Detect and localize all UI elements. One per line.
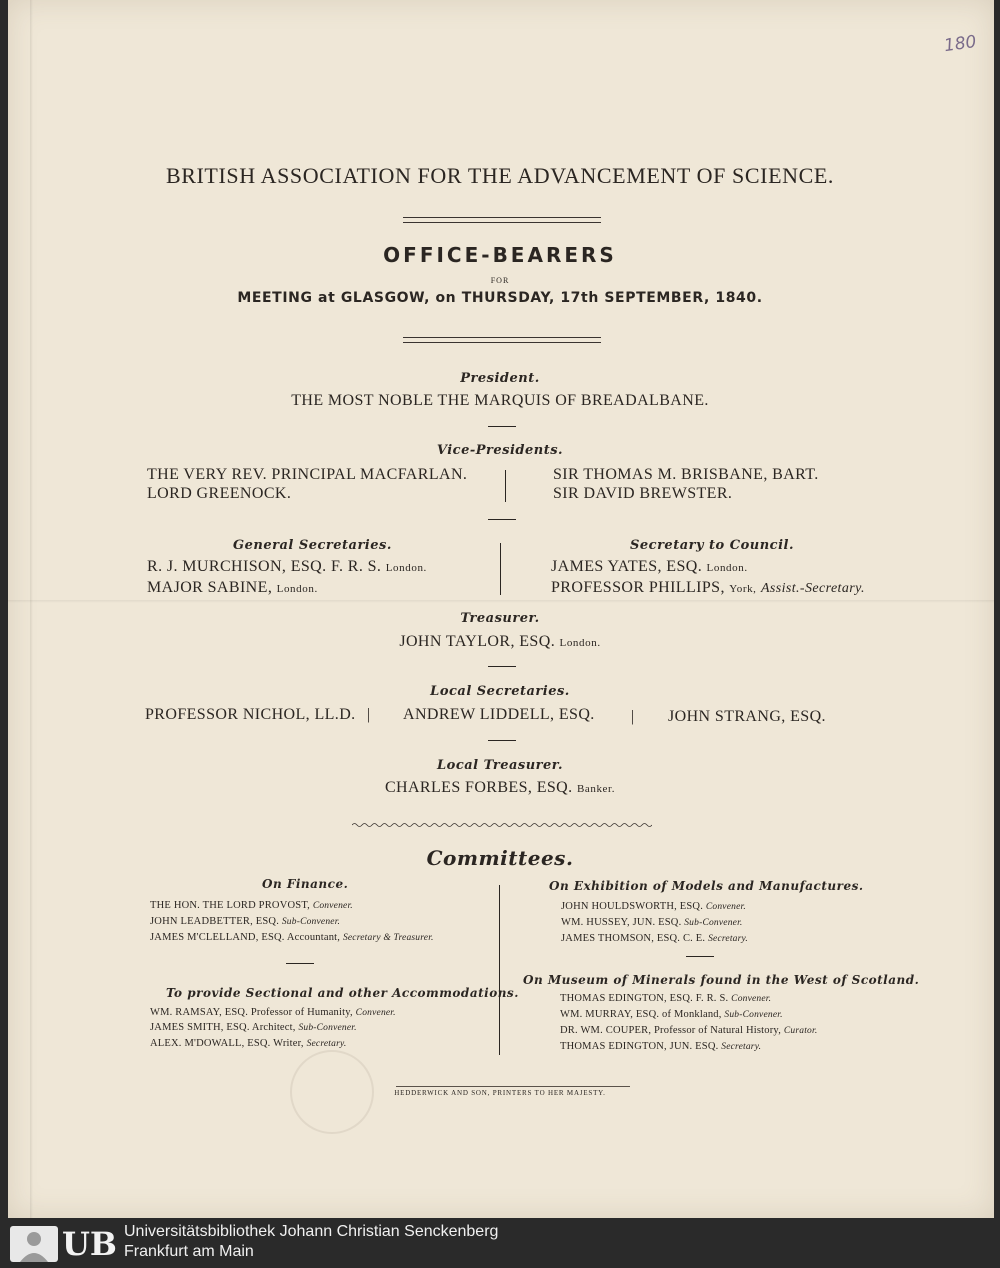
- sectional-member-1-role: Convener.: [355, 1008, 396, 1018]
- council-secretary-2: [551, 579, 865, 597]
- separator-dash: [488, 666, 516, 667]
- finance-member-1: [150, 900, 353, 911]
- local-secretaries-heading: Local Secretaries.: [430, 684, 570, 699]
- column-divider: [505, 470, 506, 502]
- treasurer-name: JOHN TAYLOR, ESQ.: [399, 633, 556, 650]
- double-rule: [403, 337, 601, 343]
- exhibition-member-1: [561, 901, 746, 912]
- finance-member-1-name: THE HON. THE LORD PROVOST,: [150, 900, 310, 911]
- finance-member-2-name: JOHN LEADBETTER, ESQ.: [150, 916, 280, 927]
- column-divider: [500, 543, 501, 595]
- fold-line-horizontal: [8, 600, 994, 603]
- local-secretary-separator: |: [631, 708, 635, 725]
- printer-rule: [396, 1086, 630, 1087]
- vice-presidents-heading: Vice-Presidents.: [436, 443, 564, 458]
- finance-member-3: [150, 932, 434, 943]
- sectional-member-2-role: Sub-Convener.: [298, 1023, 357, 1033]
- library-footer: [0, 1218, 1000, 1268]
- sectional-member-3-role: Secretary.: [306, 1039, 347, 1049]
- local-treasurer-line: [0, 779, 1000, 797]
- sectional-member-2-name: JAMES SMITH, ESQ. Architect,: [150, 1022, 296, 1033]
- museum-heading: On Museum of Minerals found in the West of Scotland.: [523, 973, 920, 987]
- wavy-rule: [352, 822, 652, 828]
- sectional-member-3-name: ALEX. M'DOWALL, ESQ. Writer,: [150, 1038, 304, 1049]
- museum-member-4: [560, 1041, 761, 1052]
- general-secretary-2: [147, 579, 318, 597]
- library-stamp: [290, 1050, 374, 1134]
- council-secretary-1-place: London.: [706, 562, 748, 574]
- treasurer-place: London.: [559, 637, 601, 649]
- council-secretary-2-role: Assist.-Secretary.: [760, 581, 865, 596]
- office-bearers-heading: OFFICE-BEARERS: [383, 243, 617, 267]
- sectional-member-1-name: WM. RAMSAY, ESQ. Professor of Humanity,: [150, 1007, 353, 1018]
- finance-member-2-role: Sub-Convener.: [281, 917, 341, 927]
- museum-member-1-role: Convener.: [731, 994, 772, 1004]
- logo-ub-text: UB: [62, 1225, 117, 1263]
- vice-president-right-2: SIR DAVID BREWSTER.: [553, 485, 733, 502]
- vice-president-left-2: LORD GREENOCK.: [147, 485, 292, 502]
- exhibition-heading: On Exhibition of Models and Manufactures.: [549, 879, 864, 893]
- finance-member-3-name: JAMES M'CLELLAND, ESQ. Accountant,: [150, 932, 341, 943]
- library-name: Universitätsbibliothek Johann Christian Senckenberg: [124, 1223, 499, 1240]
- folio-number: 180: [942, 31, 978, 57]
- council-secretary-2-place: York,: [729, 583, 757, 595]
- library-location: Frankfurt am Main: [124, 1243, 254, 1260]
- vice-president-left-1: THE VERY REV. PRINCIPAL MACFARLAN.: [147, 466, 468, 483]
- council-secretary-1-name: JAMES YATES, ESQ.: [551, 558, 703, 575]
- museum-member-3-role: Curator.: [783, 1026, 818, 1036]
- finance-member-3-role: Secretary & Treasurer.: [342, 933, 434, 943]
- double-rule: [403, 217, 601, 223]
- sectional-member-1: [150, 1007, 396, 1018]
- general-secretary-2-name: MAJOR SABINE,: [147, 579, 273, 596]
- general-secretary-1: [147, 558, 427, 576]
- general-secretary-1-place: London.: [385, 562, 427, 574]
- museum-member-1: [560, 993, 771, 1004]
- president-name: THE MOST NOBLE THE MARQUIS OF BREADALBANE.: [291, 392, 709, 409]
- local-secretary-1: PROFESSOR NICHOL, LL.D.: [145, 706, 356, 723]
- general-secretaries-heading: General Secretaries.: [233, 538, 392, 553]
- printer-imprint: HEDDERWICK AND SON, PRINTERS TO HER MAJESTY.: [394, 1089, 606, 1097]
- museum-member-2-name: WM. MURRAY, ESQ. of Monkland,: [560, 1009, 722, 1020]
- for-label: FOR: [490, 276, 510, 285]
- museum-member-4-name: THOMAS EDINGTON, JUN. ESQ.: [560, 1041, 719, 1052]
- local-treasurer-heading: Local Treasurer.: [437, 758, 563, 773]
- portrait-icon: [10, 1226, 58, 1262]
- council-secretary-2-name: PROFESSOR PHILLIPS,: [551, 579, 725, 596]
- local-secretary-separator: |: [367, 706, 371, 723]
- local-secretary-3: JOHN STRANG, ESQ.: [668, 708, 826, 725]
- general-secretary-2-place: London.: [276, 583, 318, 595]
- museum-member-2-role: Sub-Convener.: [724, 1010, 783, 1020]
- exhibition-member-3-role: Secretary.: [708, 934, 748, 944]
- museum-member-4-role: Secretary.: [721, 1042, 762, 1052]
- finance-heading: On Finance.: [262, 877, 349, 891]
- museum-member-1-name: THOMAS EDINGTON, ESQ. F. R. S.: [560, 993, 729, 1004]
- column-divider: [499, 885, 500, 1055]
- meeting-line: MEETING at GLASGOW, on THURSDAY, 17th SEPTEMBER, 1840.: [237, 290, 763, 306]
- separator-dash: [286, 963, 314, 964]
- secretary-council-heading: Secretary to Council.: [630, 538, 794, 553]
- finance-member-1-role: Convener.: [312, 901, 353, 911]
- sectional-member-2: [150, 1022, 357, 1033]
- separator-dash: [488, 519, 516, 520]
- exhibition-member-2-name: WM. HUSSEY, JUN. ESQ.: [561, 917, 682, 928]
- local-treasurer-role: Banker.: [576, 783, 616, 795]
- sectional-member-3: [150, 1038, 346, 1049]
- exhibition-member-3: [561, 933, 748, 944]
- vice-president-right-1: SIR THOMAS M. BRISBANE, BART.: [553, 466, 819, 483]
- finance-member-2: [150, 916, 340, 927]
- exhibition-member-1-role: Convener.: [705, 902, 746, 912]
- exhibition-member-2-role: Sub-Convener.: [684, 918, 743, 928]
- exhibition-member-3-name: JAMES THOMSON, ESQ. C. E.: [561, 933, 706, 944]
- sectional-heading: To provide Sectional and other Accommodations.: [166, 986, 519, 1000]
- treasurer-heading: Treasurer.: [460, 611, 540, 626]
- local-treasurer-name: CHARLES FORBES, ESQ.: [384, 779, 573, 796]
- museum-member-3: [560, 1025, 817, 1036]
- local-secretary-2: ANDREW LIDDELL, ESQ.: [403, 706, 595, 723]
- council-secretary-1: [551, 558, 748, 576]
- general-secretary-1-name: R. J. MURCHISON, ESQ. F. R. S.: [147, 558, 382, 575]
- museum-member-2: [560, 1009, 783, 1020]
- committees-heading: Committees.: [426, 846, 574, 870]
- separator-dash: [686, 956, 714, 957]
- exhibition-member-2: [561, 917, 743, 928]
- separator-dash: [488, 426, 516, 427]
- treasurer-line: [0, 633, 1000, 651]
- separator-dash: [488, 740, 516, 741]
- exhibition-member-1-name: JOHN HOULDSWORTH, ESQ.: [561, 901, 704, 912]
- president-heading: President.: [460, 371, 540, 386]
- museum-member-3-name: DR. WM. COUPER, Professor of Natural History,: [560, 1025, 782, 1036]
- document-title: BRITISH ASSOCIATION FOR THE ADVANCEMENT OF SCIENCE.: [165, 163, 835, 188]
- library-logo[interactable]: [10, 1226, 118, 1262]
